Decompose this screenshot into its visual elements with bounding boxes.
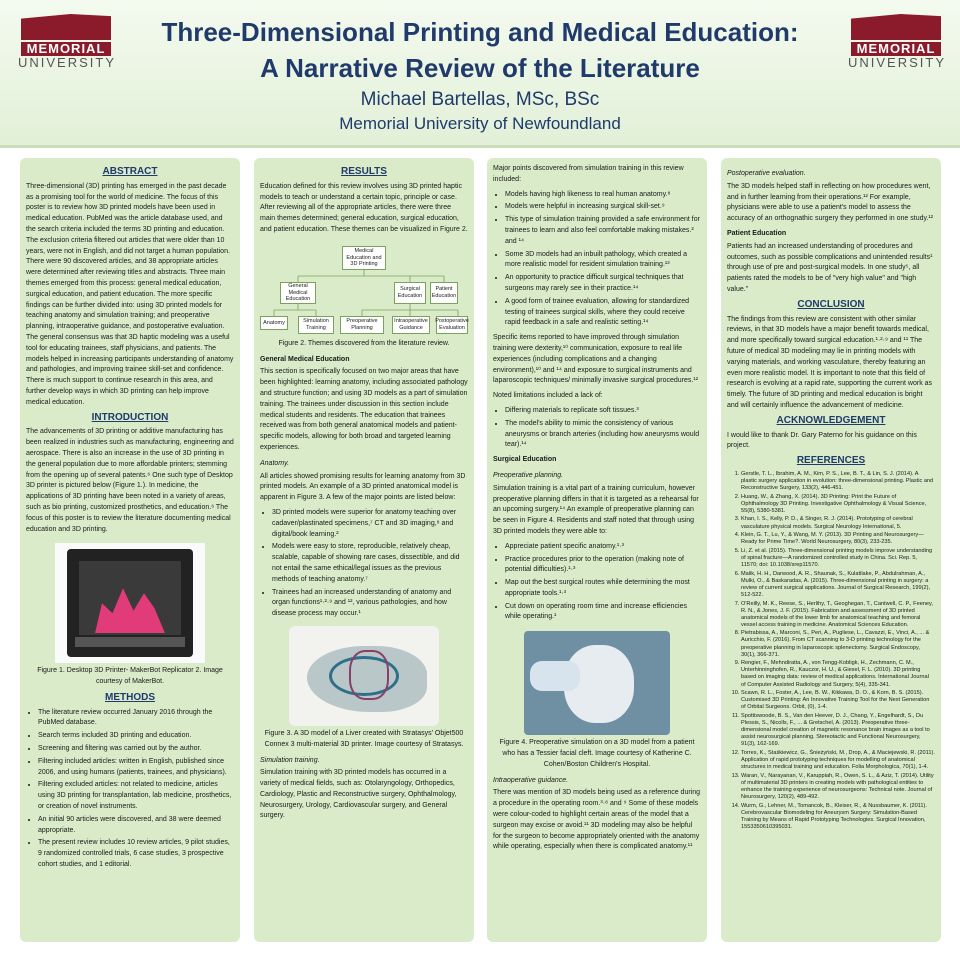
tree-node-root: Medical Education and 3D Printing xyxy=(342,246,386,270)
preop-item: • Cut down on operating room time and increase efficiencies while operating.¹ xyxy=(505,602,701,624)
affiliation: Memorial University of Newfoundland xyxy=(339,114,621,133)
logo-flag-icon xyxy=(851,14,941,40)
methods-item: • Filtering excluded articles: not related to medicine, articles using 3D printing for transplantation, lab medicine, prosthetics, or creation of novel instruments. xyxy=(38,780,234,812)
introduction-text: The advancements of 3D printing or additive manufacturing has been realized in industries such as manufacturing, engineering and aerospace. There is also an increase in the use of 3D printing in the general population due to more affordable printers; stemming from the opening up of several patents.⁶ One such type of Desktop 3D printer is pictured below (Figure 1.). In medicine, the applications of 3D printing have been noted in a variety of areas, such as bio printing, customized prosthetics, and education.⁶ The focus of this poster is to review the literature documenting medical education and 3D printing. xyxy=(26,428,234,533)
conclusion-text: The findings from this review are consistent with other similar reviews, in that 3D models have a major benefit towards medical, and more specifically toward surgical education.¹·²·⁹ and ¹¹ The future of medical 3D modeling may lie in printing models with varying materials, and working vasculature, thereby featuring an even more realistic model. It is important to note that this field of research is evolving at a rapid rate, supporting the current work as timely. The future of 3D printing and medical education is bright and will certainly influence the advancement of medicine. xyxy=(727,315,933,409)
reference-item: 3. Khan, I. S., Kelly, P. D., & Singer, R. J. (2014). Prototyping of cerebral vasculature physical models. Surgical Neurology International, 5. xyxy=(741,516,935,530)
reference-item: 8. Pietrabissa, A., Marconi, S., Peri, A., Pugliese, L., Cavazzi, E., Vinci, A., ... & Auricchio, F. (2016). From CT scanning to 3-D printing technology for the preoperative planning in laparoscopic splenectomy. Surgical Endoscopy, 30(1), 366-371. xyxy=(741,630,935,658)
reference-item: 7. O'Reilly, M. K., Reese, S., Herlihy, T., Geoghegan, T., Cantwell, C. P., Feeney, R. N., & Jones, J. F. (2015). Fabrication and assessment of 3D printed anatomical models of the lower limb for anatomical teaching and femoral vessel access training in medicine. Anatomical Sciences Education. xyxy=(741,601,935,629)
abstract-heading: ABSTRACT xyxy=(102,166,158,177)
poster-title xyxy=(120,14,840,86)
major-point-item: • This type of simulation training provided a safe environment for trainees to learn and also feel comfortable making mistakes.² and ¹⁴ xyxy=(505,215,701,247)
title-line-2: A Narrative Review of the Literature xyxy=(260,53,700,83)
simulation-text: Simulation training with 3D printed models has occurred in a variety of medical fields, such as: Otolaryngology, Orthopedics, Cardiology, Plastic and Reconstructive surgery, Ophthalmology, Neurosurgery, Urology, Cardiovascular surgery, and General surgery. xyxy=(260,769,457,820)
logo-word-memorial: MEMORIAL xyxy=(851,42,941,56)
simulation-heading: Simulation training. xyxy=(260,756,320,764)
patient-education-heading: Patient Education xyxy=(727,229,787,237)
preop-list xyxy=(493,542,701,624)
preop-heading: Preoperative planning. xyxy=(493,471,564,479)
anatomy-heading: Anatomy. xyxy=(260,459,290,467)
figure-4-skull-image xyxy=(524,631,670,735)
logo-word-university: UNIVERSITY xyxy=(848,55,947,70)
abstract-text: Three-dimensional (3D) printing has emerged in the past decade as a promising tool for the world of medicine. The focus of this poster is to review how 3D printed models have been used in medical education. PubMed was the article database used, and the search criteria included the terms 3D printing and education. The exclusion criteria filtered out articles that were older than 10 years, were not in English, and did not target a human population. There were 90 discovered articles, and 38 appropriate articles were determined after reviewing titles and abstracts. Three main themes emerged from this process: general medical education, surgical education, and patient education. The more specific findings can be further divided into: using 3D printed models for teaching anatomy and simulation training; and preoperative planning, intraoperative guidance, and postoperative evaluation. The general consensus was that 3D haptic modeling was a useful tool for educating trainees, staff physicians, and patients. The models helped in increasing participants understanding of anatomy and pathologies, and improving trainee skill-set and confidence. There is much support to continue research in this area, and further develop ways in which 3D printing can help improve medical education. xyxy=(26,182,234,406)
tree-node-postoperative: Postoperative Evaluation xyxy=(436,316,468,334)
author-name: Michael Bartellas, MSc, BSc xyxy=(360,89,600,110)
anatomy-item: • Trainees had an increased understanding of anatomy and organ functions¹·²·⁹ and ¹², various pathologies, and how disease process may occur.¹ xyxy=(272,588,468,620)
major-point-item: • An opportunity to practice difficult surgical techniques that surgeons may rarely see in their practice.¹⁴ xyxy=(505,273,701,295)
methods-item: • An initial 90 articles were discovered, and 38 were deemed appropriate. xyxy=(38,815,234,837)
figure-4-caption: Figure 4. Preoperative simulation on a 3D model from a patient who has a Tessier facial cleft. Image courtesy of Katherine C. Cohen/Boston Children's Hospital. xyxy=(499,739,695,768)
results-intro: Education defined for this review involves using 3D printed haptic models to teach or understand a certain topic, principle or case. After reviewing all of the appropriate articles, there were three main themes determined; general education, surgical education, and patient education. These themes can be visualized in Figure 2. xyxy=(260,182,468,233)
surgical-education-heading: Surgical Education xyxy=(493,456,557,464)
tree-node-patient: Patient Education xyxy=(430,282,458,304)
reference-item: 11. Spottiswoode, B. S., Van den Heever, D. J., Chang, Y., Engelhardt, S., Du Plessis, S., Nicolls, F., ... & Gretschel, A. (2013). Preoperative three-dimensional model creation of magnetic resonance brain images as a tool to assist neurosurgical planning. Stereotactic and Functional Neurosurgery, 91(3), 162-169. xyxy=(741,713,935,748)
logo-word-university: UNIVERSITY xyxy=(18,55,117,70)
postop-text: The 3D models helped staff in reflecting on how procedures went, and in further learning from their operations.¹² For example, physicians were able to use a patient's model to assess the accuracy of an orthognathic surgery they performed in one study.¹² xyxy=(727,182,934,223)
figure-2-theme-tree xyxy=(260,240,468,336)
anatomy-item: • Models were easy to store, reproducible, relatively cheap, scalable, capable of showing rare cases, dissectible, and did not entail the same ethical/legal issues as the previous methods of teaching anatomy.⁷ xyxy=(272,542,468,585)
figure-2-caption: Figure 2. Themes discovered from the literature review. xyxy=(278,339,450,347)
memorial-university-logo-left xyxy=(18,14,117,74)
reference-item: 12. Torres, K., Staśkiewicz, G., Śnieżyński, M., Drop, A., & Maciejewski, R. (2011). Application of rapid prototyping techniques for modelling of anatomical structures in medical training and education. Folia Morphologica, 70(1), 1-4. xyxy=(741,750,935,771)
logo-word-memorial: MEMORIAL xyxy=(21,42,111,56)
preop-item: • Appreciate patient specific anatomy.¹·³ xyxy=(505,542,701,553)
major-point-item: • A good form of trainee evaluation, allowing for standardized testing of trainees surgical skills, where they could receive rapid feedback in a safe and realistic setting.¹⁴ xyxy=(505,297,701,329)
tree-node-surgical: Surgical Education xyxy=(394,282,426,304)
figure-3-caption: Figure 3. A 3D model of a Liver created with Stratasys' Objet500 Connex 3 multi-material 3D printer. Image courtesy of Stratasys. xyxy=(264,729,464,748)
reference-item: 14. Wurm, G., Lehner, M., Tomancok, B., Kleiser, R., & Nussbaumer, K. (2011). Cerebrovascular Biomodeling for Aneurysm Surgery: Simulation-Based Training by Means of Rapid Prototyping Technologies. Surgical Innovation, 1553350610395031. xyxy=(741,803,935,831)
conclusion-heading: CONCLUSION xyxy=(797,298,865,310)
memorial-university-logo-right xyxy=(848,14,947,74)
title-line-1: Three-Dimensional Printing and Medical Education: xyxy=(161,17,799,47)
figure-1-printer-image xyxy=(55,543,205,663)
tree-node-general: General Medical Education xyxy=(280,282,316,304)
major-point-item: • Some 3D models had an inbuilt pathology, which created a more realistic model for resident simulation training.¹³ xyxy=(505,250,701,272)
postop-heading: Postoperative evaluation. xyxy=(727,170,806,177)
reference-item: 1. Gerstle, T. L., Ibrahim, A. M., Kim, P. S., Lee, B. T., & Lin, S. J. (2014). A plastic surgery application in evolution: three-dimensional printing. Plastic and Reconstructive Surgery, 133(2), 446-451. xyxy=(741,471,935,492)
tree-node-intraoperative: Intraoperative Guidance xyxy=(392,316,430,334)
anatomy-list xyxy=(260,508,468,620)
improved-items-text: Specific items reported to have improved through simulation training were dexterity,¹⁰ communication, exposure to real life experiences (including complications and a changing environment),¹⁰ and ¹⁴ and exposure to surgical instruments and laparoscopic techniques/ minimally invasive surgical procedures.¹² xyxy=(493,334,699,385)
reference-item: 2. Huang, W., & Zhang, X. (2014). 3D Printing: Print the Future of Ophthalmology 3D Printing. Investigative Ophthalmology & Visual Science, 55(8), 5380-5381. xyxy=(741,494,935,515)
printer-base xyxy=(75,637,185,647)
methods-heading: METHODS xyxy=(105,691,155,703)
methods-item: • Filtering included articles: written in English, published since 2006, and using humans (patients, trainees, and physicians). xyxy=(38,757,234,779)
preop-item: • Practice procedures prior to the operation (making note of potential difficulties).¹·³ xyxy=(505,555,701,577)
limitation-item: • Differing materials to replicate soft tissues.³ xyxy=(505,406,701,417)
reference-item: 13. Waran, V., Narayanan, V., Karuppiah, R., Owen, S. L., & Aziz, T. (2014). Utility of multimaterial 3D printers in creating models with pathological entities to enhance the training experience of neurosurgeons: Technical note. Journal of Neurosurgery, 120(2), 489-492. xyxy=(741,773,935,801)
acknowledgement-heading: ACKNOWLEDGEMENT xyxy=(776,414,886,426)
gme-text: This section is specifically focused on two major areas that have been highlighted: learning anatomy, including associated pathology and structure function; and using 3D models as a part of simulation training. The trainees under discussion in this section include medical students and residents. The education that trainees received was from both general anatomical models and patient-specific models, allowing for both broad and targeted learning experiences. xyxy=(260,368,468,451)
reference-item: 5. Li, Z. et al. (2015). Three-dimensional printing models improve understanding of spinal fracture—A randomized controlled study in China. Sci. Rep. 5, 11570; doi: 10.1038/srep11570. xyxy=(741,548,935,569)
column-results xyxy=(254,158,474,942)
methods-item: • Screening and filtering was carried out by the author. xyxy=(38,744,234,755)
gme-heading: General Medical Education xyxy=(260,355,350,363)
reference-item: 4. Klein, G. T., Lu, Y., & Wang, M. Y. (2013). 3D Printing and Neurosurgery—Ready for Prime Time?. World Neurosurgery, 80(3), 233-235. xyxy=(741,532,935,546)
tree-node-preoperative: Preoperative Planning xyxy=(340,316,384,334)
anatomy-item: • 3D printed models were superior for anatomy teaching over cadaver/plastinated specimens,⁷ CT and 3D imaging,⁸ and digital/book learning.² xyxy=(272,508,468,540)
logo-flag-icon xyxy=(21,14,111,40)
preop-text: Simulation training is a vital part of a training curriculum, however preoperative planning differs in that it is targeted as a rehearsal for an upcoming surgery.¹⁴ An example of preoperative planning can be seen in Figure 4. Residents and staff noted that through using 3D printed models they were able to: xyxy=(493,484,699,535)
methods-list xyxy=(26,708,234,871)
introduction-heading: INTRODUCTION xyxy=(91,411,169,423)
results-heading: RESULTS xyxy=(341,166,387,177)
acknowledgement-text: I would like to thank Dr. Gary Paterno for his guidance on this project. xyxy=(727,431,917,450)
major-point-item: • Models having high likeness to real human anatomy.⁸ xyxy=(505,190,701,201)
figure-3-liver-image xyxy=(289,626,439,726)
liver-vessel xyxy=(349,650,389,700)
figure-1-caption: Figure 1. Desktop 3D Printer- MakerBot Replicator 2. Image courtesy of MakerBot. xyxy=(37,667,223,686)
references-heading: REFERENCES xyxy=(796,455,866,467)
reference-item: 10. Scawn, R. L., Foster, A., Lee, B. W., Kikkawa, D. O., & Korn, B. S. (2015). Customised 3D Printing: An Innovative Training Tool for the Next Generation of Orbital Surgeons. Orbit, (0), 1-4. xyxy=(741,690,935,711)
reference-item: 9. Rengier, F., Mehndiratta, A., von Tengg-Kobligk, H., Zechmann, C. M., Unterhinninghofen, R., Kauczor, H. U., & Giesel, F. L. (2010). 3D printing based on imaging data: review of medical applications. International Journal of Computer Assisted Radiology and Surgery, 5(4), 335-341. xyxy=(741,660,935,688)
limitations-intro: Noted limitations included a lack of: xyxy=(493,392,603,400)
references-list xyxy=(727,471,935,831)
column-abstract-intro-methods xyxy=(20,158,240,942)
intraop-heading: Intraoperative guidance. xyxy=(493,776,569,784)
reference-item: 6. Malik, H. H., Darwood, A. R., Shaunak, S., Kulatilake, P., Abdulrahman, A., Mulki, O., & Baskaradas, A. (2015). Three-dimensional printing in surgery: a review of current surgical applications. Journal of Surgical Research, 199(2), 512-522. xyxy=(741,571,935,599)
methods-item: • The present review includes 10 review articles, 9 pilot studies, 9 randomized controlled trials, 6 case studies, 3 prospective cohort studies, and 1 editorial. xyxy=(38,838,234,870)
intraop-text: There was mention of 3D models being used as a reference during a procedure in the operating room.³·⁸ and ⁹ Some of these models were colour-coded to highlight certain areas of the model that a surgeon may excise or avoid.¹¹ 3D modeling may also be helpful for the surgeon to become appropriately oriented with the anatomy while operating, especially when there is complicated anatomy.¹¹ xyxy=(493,789,701,851)
methods-item: • The literature review occurred January 2016 through the PubMed database. xyxy=(38,708,234,730)
methods-item: • Search terms included 3D printing and education. xyxy=(38,731,234,742)
preop-item: • Map out the best surgical routes while determining the most appropriate tools.¹·³ xyxy=(505,578,701,600)
major-point-item: • Models were helpful in increasing surgical skill-set.⁹ xyxy=(505,202,701,213)
column-conclusion-references xyxy=(721,158,941,942)
limitation-item: • The model's ability to mimic the consistency of various aneurysms or branch arteries (including how aneurysms would tear).¹⁴ xyxy=(505,419,701,451)
major-points-intro: Major points discovered from simulation training in this review included: xyxy=(493,165,684,183)
anatomy-text: All articles showed promising results for learning anatomy from 3D printed models. An example of a 3D printed anatomical model is apparent in Figure 3. A few of the major points are listed below: xyxy=(260,472,466,502)
tree-node-anatomy: Anatomy xyxy=(260,316,288,330)
column-results-continued xyxy=(487,158,707,942)
major-points-list xyxy=(493,190,701,330)
poster-header xyxy=(0,0,960,148)
patient-education-text: Patients had an increased understanding of procedures and outcomes, such as possible complications and unintended results¹ through use of pre and post-surgical models. In one study⁵, all patients rated the models to be of "very high value" and "high value." xyxy=(727,242,933,293)
gloved-hand xyxy=(530,661,580,691)
tree-node-simulation: Simulation Training xyxy=(298,316,334,334)
limitations-list xyxy=(493,406,701,451)
